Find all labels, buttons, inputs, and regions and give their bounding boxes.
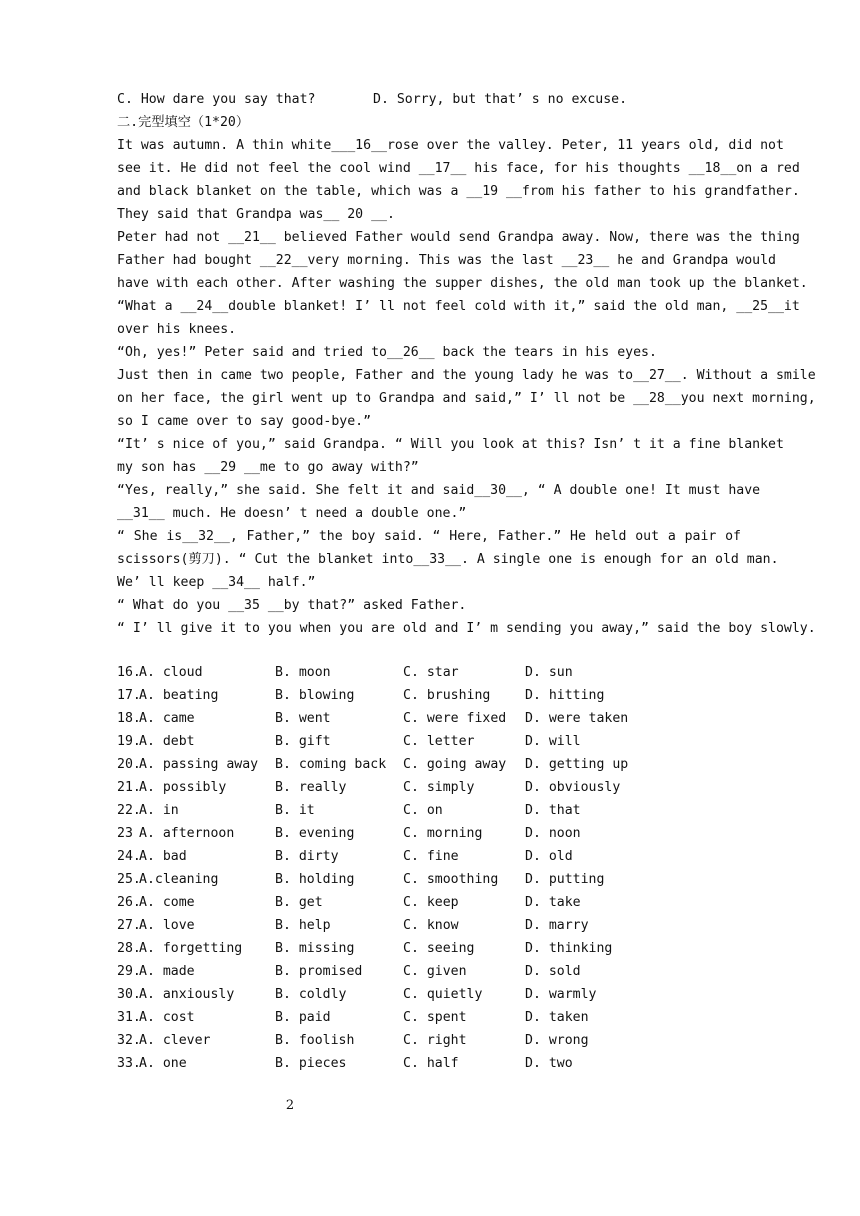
passage-line: Peter had not __21__ believed Father would send Grandpa away. Now, there was the thing xyxy=(117,230,800,245)
question-number: 16. xyxy=(117,665,141,680)
option-c: C. simply xyxy=(403,780,475,795)
option-b: B. get xyxy=(275,895,323,910)
option-d: D. thinking xyxy=(525,941,613,956)
option-c: C. quietly xyxy=(403,987,483,1002)
passage-line: on her face, the girl went up to Grandpa and said,” I’ ll not be __28__you next morning, xyxy=(117,391,816,406)
question-number: 17. xyxy=(117,688,141,703)
section-title: 二.完型填空（1*20） xyxy=(117,115,250,130)
question-number: 27. xyxy=(117,918,141,933)
option-a: A. one xyxy=(139,1056,187,1071)
question-number: 24. xyxy=(117,849,141,864)
option-a: A. passing away xyxy=(139,757,259,772)
option-d: D. hitting xyxy=(525,688,605,703)
option-b: B. dirty xyxy=(275,849,339,864)
option-d: D. warmly xyxy=(525,987,597,1002)
option-d: D. two xyxy=(525,1056,573,1071)
option-c: C. How dare you say that? xyxy=(117,92,316,107)
question-number: 30. xyxy=(117,987,141,1002)
option-a: A.cleaning xyxy=(139,872,219,887)
passage-line: Just then in came two people, Father and the young lady he was to__27__. Without a smile xyxy=(117,368,816,383)
option-a: A. bad xyxy=(139,849,187,864)
option-c: C. seeing xyxy=(403,941,475,956)
option-d: D. Sorry, but that’ s no excuse. xyxy=(373,92,628,107)
question-number: 20. xyxy=(117,757,141,772)
option-c: C. going away xyxy=(403,757,507,772)
option-a: A. cloud xyxy=(139,665,203,680)
passage-line: We’ ll keep __34__ half.” xyxy=(117,575,316,590)
option-d: D. putting xyxy=(525,872,605,887)
option-b: B. coldly xyxy=(275,987,347,1002)
passage-line: over his knees. xyxy=(117,322,237,337)
passage-line: so I came over to say good-bye.” xyxy=(117,414,372,429)
option-b: B. evening xyxy=(275,826,355,841)
option-a: A. clever xyxy=(139,1033,211,1048)
question-number: 33. xyxy=(117,1056,141,1071)
option-a: A. made xyxy=(139,964,195,979)
passage-line: Father had bought __22__very morning. This was the last __23__ he and Grandpa would xyxy=(117,253,776,268)
option-c: C. morning xyxy=(403,826,483,841)
passage-line: my son has __29 __me to go away with?” xyxy=(117,460,419,475)
option-c: C. letter xyxy=(403,734,475,749)
option-c: C. right xyxy=(403,1033,467,1048)
option-b: B. foolish xyxy=(275,1033,355,1048)
option-c: C. know xyxy=(403,918,459,933)
option-a: A. came xyxy=(139,711,195,726)
option-c: C. smoothing xyxy=(403,872,499,887)
option-d: D. were taken xyxy=(525,711,629,726)
option-c: C. fine xyxy=(403,849,459,864)
option-c: C. brushing xyxy=(403,688,491,703)
option-d: D. that xyxy=(525,803,581,818)
option-b: B. pieces xyxy=(275,1056,347,1071)
option-b: B. moon xyxy=(275,665,331,680)
passage-line: “It’ s nice of you,” said Grandpa. “ Will you look at this? Isn’ t it a fine blanket xyxy=(117,437,784,452)
option-b: B. help xyxy=(275,918,331,933)
question-number: 23 xyxy=(117,826,133,841)
option-d: D. old xyxy=(525,849,573,864)
passage-line: “ What do you __35 __by that?” asked Father. xyxy=(117,598,467,613)
option-c: C. given xyxy=(403,964,467,979)
option-d: D. will xyxy=(525,734,581,749)
option-d: D. obviously xyxy=(525,780,621,795)
option-c: C. on xyxy=(403,803,443,818)
option-c: C. keep xyxy=(403,895,459,910)
question-number: 26. xyxy=(117,895,141,910)
option-a: A. love xyxy=(139,918,195,933)
option-b: B. went xyxy=(275,711,331,726)
option-b: B. gift xyxy=(275,734,331,749)
option-a: A. in xyxy=(139,803,179,818)
option-a: A. forgetting xyxy=(139,941,243,956)
option-d: D. taken xyxy=(525,1010,589,1025)
page-number: 2 xyxy=(285,1098,295,1113)
passage-line: and black blanket on the table, which was a __19 __from his father to his grandfather. xyxy=(117,184,800,199)
option-c: C. star xyxy=(403,665,459,680)
passage-line: “Oh, yes!” Peter said and tried to__26__ back the tears in his eyes. xyxy=(117,345,657,360)
question-number: 31. xyxy=(117,1010,141,1025)
option-b: B. paid xyxy=(275,1010,331,1025)
option-b: B. blowing xyxy=(275,688,355,703)
passage-line: see it. He did not feel the cool wind __17__ his face, for his thoughts __18__on a red xyxy=(117,161,800,176)
option-b: B. really xyxy=(275,780,347,795)
question-number: 22. xyxy=(117,803,141,818)
option-a: A. anxiously xyxy=(139,987,235,1002)
option-b: B. promised xyxy=(275,964,363,979)
passage-line: “ I’ ll give it to you when you are old and I’ m sending you away,” said the boy slowly. xyxy=(117,621,816,636)
passage-line: scissors(剪刀). “ Cut the blanket into__33__. A single one is enough for an old man. xyxy=(117,552,779,567)
question-number: 32. xyxy=(117,1033,141,1048)
passage-line: “Yes, really,” she said. She felt it and said__30__, “ A double one! It must have xyxy=(117,483,761,498)
option-a: A. beating xyxy=(139,688,219,703)
option-b: B. it xyxy=(275,803,315,818)
option-b: B. holding xyxy=(275,872,355,887)
option-d: D. getting up xyxy=(525,757,629,772)
passage-line: They said that Grandpa was__ 20 __. xyxy=(117,207,395,222)
prev-question-options xyxy=(117,90,741,110)
option-d: D. take xyxy=(525,895,581,910)
option-a: A. cost xyxy=(139,1010,195,1025)
passage-line: have with each other. After washing the supper dishes, the old man took up the blanket. xyxy=(117,276,808,291)
question-number: 19. xyxy=(117,734,141,749)
option-d: D. marry xyxy=(525,918,589,933)
option-b: B. coming back xyxy=(275,757,387,772)
question-number: 28. xyxy=(117,941,141,956)
question-number: 25. xyxy=(117,872,141,887)
option-a: A. afternoon xyxy=(139,826,235,841)
option-d: D. noon xyxy=(525,826,581,841)
passage-line: __31__ much. He doesn’ t need a double one.” xyxy=(117,506,467,521)
option-c: C. were fixed xyxy=(403,711,507,726)
question-number: 21. xyxy=(117,780,141,795)
option-c: C. spent xyxy=(403,1010,467,1025)
option-d: D. sold xyxy=(525,964,581,979)
option-d: D. wrong xyxy=(525,1033,589,1048)
option-a: A. possibly xyxy=(139,780,227,795)
question-number: 29. xyxy=(117,964,141,979)
passage-line: “ She is__32__, Father,” the boy said. “ Here, Father.” He held out a pair of xyxy=(117,529,741,544)
option-a: A. debt xyxy=(139,734,195,749)
option-b: B. missing xyxy=(275,941,355,956)
passage-line: “What a __24__double blanket! I’ ll not feel cold with it,” said the old man, __25__it xyxy=(117,299,800,314)
passage-line: It was autumn. A thin white___16__rose over the valley. Peter, 11 years old, did not xyxy=(117,138,784,153)
option-c: C. half xyxy=(403,1056,459,1071)
option-d: D. sun xyxy=(525,665,573,680)
option-a: A. come xyxy=(139,895,195,910)
question-number: 18. xyxy=(117,711,141,726)
